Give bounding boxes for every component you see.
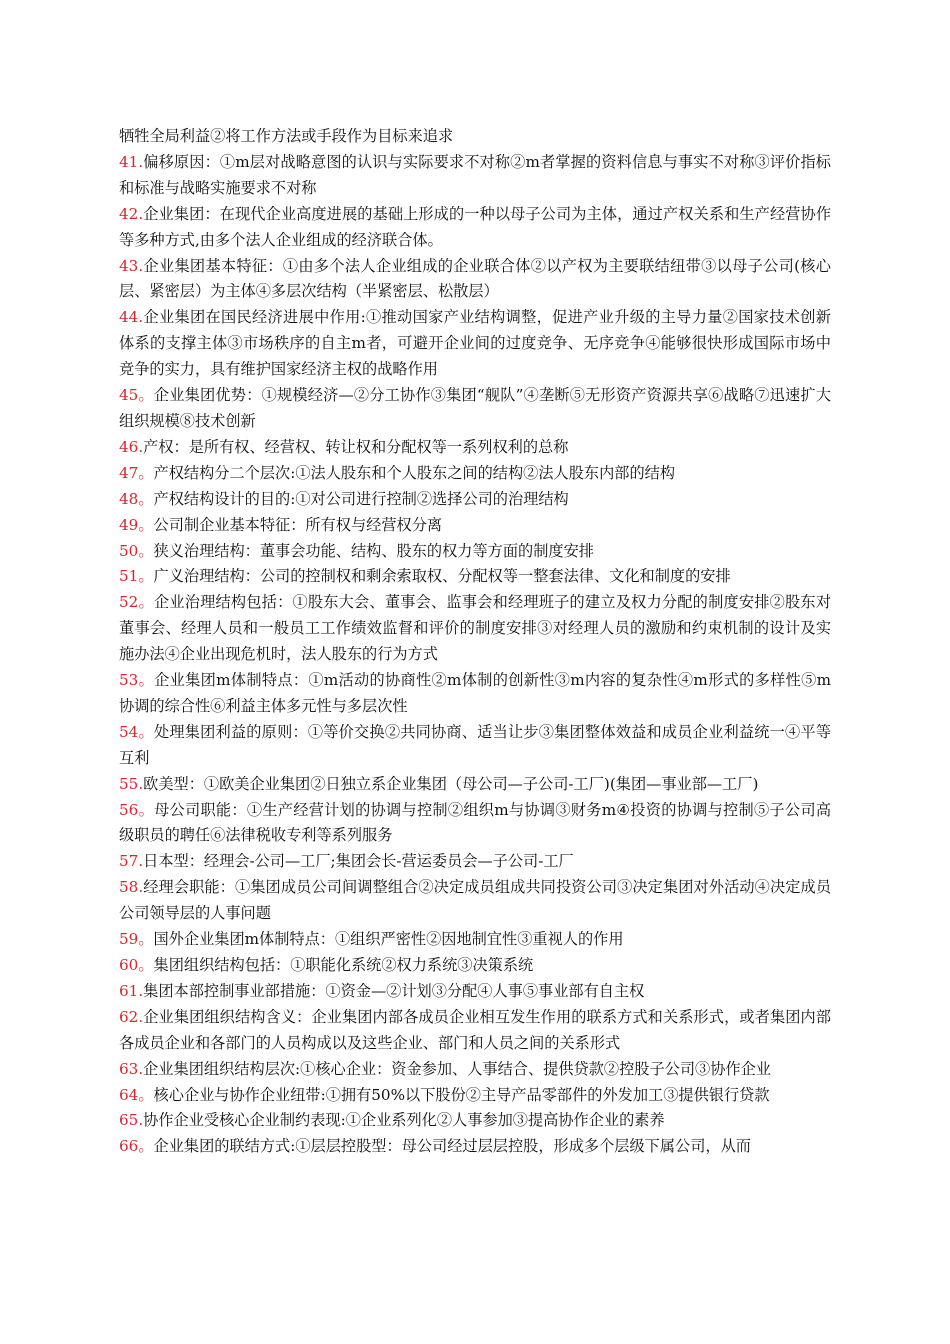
item-text: 核心企业与协作企业纽带:①拥有50%以下股份②主导产品零部件的外发加工③提供银行贷款 bbox=[153, 1085, 770, 1104]
item-number: 54。 bbox=[119, 722, 154, 741]
item-text: 偏移原因：①m层对战略意图的认识与实际要求不对称②m者掌握的资料信息与事实不对称③评价指标和标准与战略实施要求不对称 bbox=[119, 152, 831, 197]
item-number: 45。 bbox=[119, 386, 154, 405]
entry-list bbox=[119, 150, 831, 1160]
item-text: 产权结构设计的目的:①对公司进行控制②选择公司的治理结构 bbox=[153, 489, 569, 508]
item-text: 集团组织结构包括：①职能化系统②权力系统③决策系统 bbox=[153, 956, 534, 974]
item-number: 57. bbox=[119, 852, 144, 871]
item-number: 49。 bbox=[119, 515, 154, 534]
item-number: 41. bbox=[119, 152, 144, 171]
item-text: 欧美型：①欧美企业集团②日独立系企业集团（母公司—子公司-工厂)(集团—事业部—工厂) bbox=[143, 774, 759, 793]
list-item bbox=[119, 590, 831, 668]
list-item bbox=[119, 383, 831, 435]
list-item bbox=[119, 1083, 831, 1109]
list-item bbox=[119, 202, 831, 254]
item-text: 广义治理结构：公司的控制权和剩余索取权、分配权等一整套法律、文化和制度的安排 bbox=[153, 567, 731, 586]
item-number: 47。 bbox=[119, 463, 154, 482]
list-item bbox=[119, 254, 831, 306]
item-text: 企业治理结构包括：①股东大会、董事会、监事会和经理班子的建立及权力分配的制度安排②股东对董事会、经理人员和一般员工工作绩效监督和评价的制度安排③对经理人员的激励和约束机制的设计及实施办法④企业出现危机时，法人股东的行为方式 bbox=[119, 593, 832, 664]
item-text: 协作企业受核心企业制约表现:①企业系列化②人事参加③提高协作企业的素养 bbox=[143, 1111, 665, 1130]
document-body bbox=[119, 124, 831, 1160]
item-number: 64。 bbox=[119, 1085, 154, 1104]
list-item bbox=[119, 720, 831, 772]
item-text: 处理集团利益的原则：①等价交换②共同协商、适当让步③集团整体效益和成员企业利益统一④平等互利 bbox=[119, 722, 832, 767]
list-item bbox=[119, 668, 831, 720]
list-item bbox=[119, 1057, 831, 1083]
item-number: 51。 bbox=[119, 567, 154, 586]
item-number: 62. bbox=[119, 1007, 144, 1026]
list-item bbox=[119, 798, 831, 850]
item-text: 国外企业集团m体制特点：①组织严密性②因地制宜性③重视人的作用 bbox=[153, 930, 624, 949]
list-item bbox=[119, 487, 831, 513]
list-item bbox=[119, 1108, 831, 1134]
item-number: 58. bbox=[119, 878, 144, 897]
list-item bbox=[119, 150, 831, 202]
item-number: 61. bbox=[119, 981, 144, 1000]
list-item bbox=[119, 564, 831, 590]
item-number: 59。 bbox=[119, 930, 154, 949]
item-text: 集团本部控制事业部措施：①资金—②计划③分配④人事⑤事业部有自主权 bbox=[143, 981, 645, 1000]
item-text: 公司制企业基本特征：所有权与经营权分离 bbox=[153, 515, 443, 534]
item-number: 65. bbox=[119, 1111, 144, 1130]
item-text: 产权结构分二个层次:①法人股东和个人股东之间的结构②法人股东内部的结构 bbox=[153, 463, 676, 482]
item-number: 50。 bbox=[119, 541, 154, 560]
list-item bbox=[119, 1134, 831, 1160]
list-item bbox=[119, 539, 831, 565]
item-text: 企业集团组织结构含义：企业集团内部各成员企业相互发生作用的联系方式和关系形式，或者集团内部各成员企业和各部门的人员构成以及这些企业、部门和人员之间的关系形式 bbox=[119, 1007, 831, 1052]
lead-line: 牺牲全局利益②将工作方法或手段作为目标来追求 bbox=[119, 127, 454, 145]
item-number: 52。 bbox=[119, 593, 154, 612]
item-text: 狭义治理结构：董事会功能、结构、股东的权力等方面的制度安排 bbox=[153, 541, 594, 560]
list-item bbox=[119, 772, 831, 798]
item-text: 企业集团组织结构层次:①核心企业：资金参加、人事结合、提供贷款②控股子公司③协作企业 bbox=[143, 1059, 771, 1078]
list-item bbox=[119, 513, 831, 539]
item-text: 企业集团优势：①规模经济—②分工协作③集团“舰队”④垄断⑤无形资产资源共享⑥战略⑦迅速扩大组织规模⑧技术创新 bbox=[119, 386, 832, 430]
list-item bbox=[119, 1005, 831, 1057]
item-number: 60。 bbox=[119, 956, 154, 974]
list-item bbox=[119, 305, 831, 383]
item-text: 企业集团在国民经济进展中作用:①推动国家产业结构调整，促进产业升级的主导力量②国家技术创新体系的支撑主体③市场秩序的自主m者，可避开企业间的过度竞争、无序竞争④能够很快形成国际市场中竞争的实力，具有维护国家经济主权的战略作用 bbox=[119, 308, 831, 379]
item-text: 企业集团的联结方式:①层层控股型：母公司经过层层控股，形成多个层级下属公司，从而 bbox=[153, 1137, 751, 1156]
item-number: 42. bbox=[119, 204, 144, 223]
list-item bbox=[119, 461, 831, 487]
item-text: 母公司职能：①生产经营计划的协调与控制②组织m与协调③财务m④投资的协调与控制⑤子公司高级职员的聘任⑥法律税收专利等系列服务 bbox=[119, 800, 832, 845]
list-item bbox=[119, 979, 831, 1005]
item-number: 53。 bbox=[119, 671, 155, 690]
item-number: 43. bbox=[119, 256, 144, 275]
item-text: 日本型：经理会-公司—工厂;集团会长-营运委员会—子公司-工厂 bbox=[143, 852, 574, 871]
item-text: 企业集团：在现代企业高度进展的基础上形成的一种以母子公司为主体，通过产权关系和生产经营协作等多种方式,由多个法人企业组成的经济联合体。 bbox=[119, 204, 831, 249]
item-text: 产权：是所有权、经营权、转让权和分配权等一系列权利的总称 bbox=[143, 437, 569, 456]
item-number: 66。 bbox=[119, 1137, 154, 1156]
list-item bbox=[119, 875, 831, 927]
item-number: 63. bbox=[119, 1059, 144, 1078]
item-number: 44. bbox=[119, 308, 144, 327]
list-item bbox=[119, 435, 831, 461]
list-item bbox=[119, 849, 831, 875]
item-number: 46. bbox=[119, 437, 144, 456]
item-text: 企业集团基本特征：①由多个法人企业组成的企业联合体②以产权为主要联结纽带③以母子公司(核心层、紧密层）为主体④多层次结构（半紧密层、松散层） bbox=[119, 256, 831, 301]
list-item bbox=[119, 953, 831, 979]
list-item bbox=[119, 927, 831, 953]
item-number: 56。 bbox=[119, 800, 155, 819]
item-text: 经理会职能：①集团成员公司间调整组合②决定成员组成共同投资公司③决定集团对外活动④决定成员公司领导层的人事问题 bbox=[119, 878, 831, 923]
item-number: 48。 bbox=[119, 489, 154, 508]
item-number: 55. bbox=[119, 774, 144, 793]
item-text: 企业集团m体制特点：①m活动的协商性②m体制的创新性③m内容的复杂性④m形式的多样性⑤m协调的综合性⑥利益主体多元性与多层次性 bbox=[119, 671, 831, 715]
